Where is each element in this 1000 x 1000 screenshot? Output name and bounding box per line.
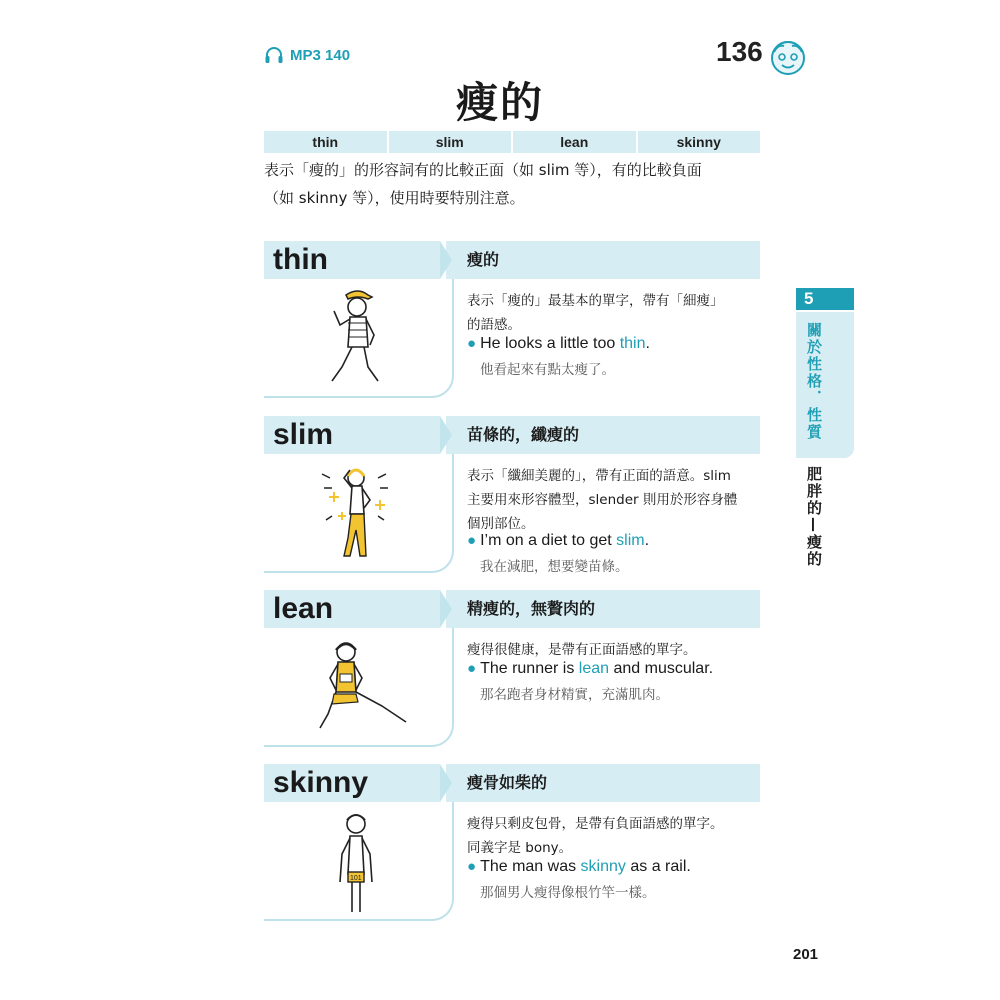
- synonym-bar: [264, 131, 760, 153]
- entry-description: [467, 812, 761, 860]
- entry-description: [467, 289, 761, 337]
- example-highlight: slim: [616, 532, 645, 549]
- mp3-label: MP3 140: [290, 46, 351, 64]
- entry-word: slim: [264, 416, 440, 454]
- desc-line: 表示「纖細美麗的」，帶有正面的語意。slim: [467, 468, 731, 484]
- bullet-dot: ●: [467, 660, 477, 677]
- intro-line: （如 skinny 等），使用時要特別注意。: [264, 189, 525, 207]
- entry-slim: [264, 416, 760, 574]
- intro-text: [264, 156, 764, 212]
- entry-word: thin: [264, 241, 440, 279]
- desc-line: 個別部位。: [467, 516, 535, 532]
- page-number: 201: [793, 946, 819, 963]
- example-sentence: [467, 660, 713, 678]
- mp3-track[interactable]: [264, 46, 350, 64]
- divider-arrow: [440, 416, 452, 454]
- desc-line: 的語感。: [467, 317, 521, 333]
- entry-thin: [264, 241, 760, 399]
- entry-meaning: 瘦骨如柴的: [467, 773, 548, 792]
- bullet-dot: ●: [467, 335, 477, 352]
- entry-number: 136: [716, 36, 763, 67]
- divider-arrow: [440, 241, 452, 279]
- example-translation: 他看起來有點太瘦了。: [480, 362, 615, 378]
- divider-arrow: [440, 764, 452, 802]
- synonym-item: slim: [389, 131, 512, 153]
- example-text: He looks a little too: [480, 335, 620, 352]
- example-highlight: skinny: [580, 858, 626, 875]
- thin-walking-man-illustration: [312, 285, 402, 390]
- chapter-tab[interactable]: 5: [796, 288, 854, 310]
- slim-woman-posing-illustration: [312, 460, 402, 565]
- example-text: .: [644, 532, 650, 549]
- category-label: 關於性格．性質: [805, 322, 823, 441]
- example-text: and muscular.: [609, 660, 714, 677]
- topic-label: 肥胖的—瘦的: [805, 466, 823, 568]
- example-translation: 我在減肥，想要變苗條。: [480, 559, 629, 575]
- entry-meaning: 精瘦的，無贅肉的: [467, 599, 596, 618]
- example-highlight: thin: [619, 335, 646, 352]
- example-text: The man was: [480, 858, 581, 875]
- synonym-item: skinny: [638, 131, 761, 153]
- synonym-item: lean: [513, 131, 636, 153]
- entry-description: [467, 638, 761, 662]
- divider-arrow: [440, 590, 452, 628]
- example-text: The runner is: [480, 660, 579, 677]
- example-translation: 那名跑者身材精實，充滿肌肉。: [480, 687, 669, 703]
- skinny-man-illustration: [312, 808, 402, 918]
- entry-meaning: 苗條的，纖瘦的: [467, 425, 580, 444]
- example-text: as a rail.: [625, 858, 691, 875]
- desc-line: 主要用來形容體型，slender 則用於形容身體: [467, 492, 738, 508]
- example-sentence: [467, 335, 650, 353]
- example-text: .: [645, 335, 650, 352]
- example-highlight: lean: [578, 660, 610, 677]
- example-text: I’m on a diet to get: [480, 532, 617, 549]
- headphones-icon: [264, 46, 284, 64]
- page-title: 瘦的: [455, 78, 544, 127]
- intro-line: 表示「瘦的」的形容詞有的比較正面（如 slim 等），有的比較負面: [264, 161, 702, 179]
- synonym-item: thin: [264, 131, 387, 153]
- entry-skinny: [264, 764, 760, 922]
- desc-line: 瘦得很健康，是帶有正面語感的單字。: [467, 642, 697, 658]
- desc-line: 瘦得只剩皮包骨，是帶有負面語感的單字。: [467, 816, 724, 832]
- example-translation: 那個男人瘦得像根竹竿一樣。: [480, 885, 656, 901]
- entry-word: lean: [264, 590, 440, 628]
- entry-description: [467, 464, 761, 536]
- example-sentence: [467, 532, 649, 550]
- desc-line: 同義字是 bony。: [467, 840, 573, 856]
- entry-meaning: 瘦的: [467, 250, 500, 269]
- lean-runner-stretching-illustration: [312, 634, 412, 739]
- runner-bib-text: 101: [350, 875, 362, 882]
- entry-word: skinny: [264, 764, 440, 802]
- desc-line: 表示「瘦的」最基本的單字，帶有「細瘦」: [467, 293, 724, 309]
- example-sentence: [467, 858, 691, 876]
- entry-lean: [264, 590, 760, 748]
- bullet-dot: ●: [467, 532, 477, 549]
- bullet-dot: ●: [467, 858, 477, 875]
